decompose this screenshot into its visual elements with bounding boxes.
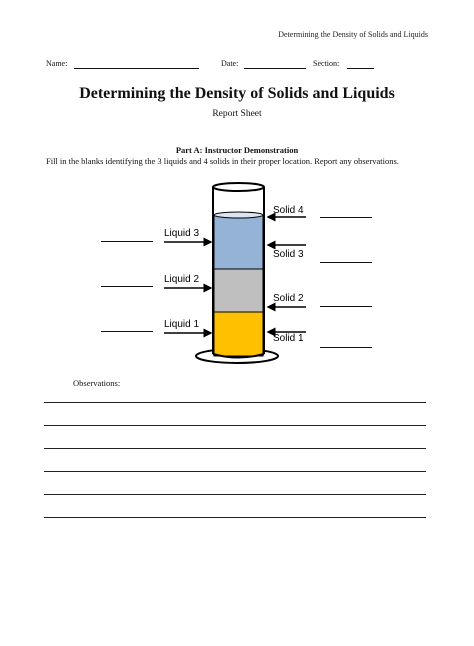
cylinder-rim bbox=[213, 183, 264, 191]
solid-4-label: Solid 4 bbox=[273, 205, 304, 216]
liquid-2-layer bbox=[214, 269, 263, 312]
observation-line[interactable] bbox=[44, 494, 426, 495]
running-head: Determining the Density of Solids and Liquids bbox=[278, 30, 428, 39]
page-subtitle: Report Sheet bbox=[212, 109, 262, 119]
name-label: Name: bbox=[46, 59, 68, 68]
observation-line[interactable] bbox=[44, 402, 426, 403]
solid-3-blank[interactable] bbox=[320, 262, 372, 263]
liquid-3-layer bbox=[214, 215, 263, 269]
date-label: Date: bbox=[221, 59, 239, 68]
observation-line[interactable] bbox=[44, 425, 426, 426]
observation-line[interactable] bbox=[44, 517, 426, 518]
liquid-3-label: Liquid 3 bbox=[164, 228, 200, 239]
section-label: Section: bbox=[313, 59, 340, 68]
solid-2-blank[interactable] bbox=[320, 306, 372, 307]
observation-line[interactable] bbox=[44, 448, 426, 449]
liquid-3-surface bbox=[214, 212, 263, 218]
solid-1-blank[interactable] bbox=[320, 347, 372, 348]
liquid-1-blank[interactable] bbox=[101, 331, 153, 332]
solid-3-label: Solid 3 bbox=[273, 249, 304, 260]
liquid-2-blank[interactable] bbox=[101, 286, 153, 287]
solid-1-label: Solid 1 bbox=[273, 333, 304, 344]
observation-line[interactable] bbox=[44, 471, 426, 472]
page-title: Determining the Density of Solids and Liquids bbox=[79, 85, 395, 102]
part-a-instructions: Fill in the blanks identifying the 3 liquids and 4 solids in their proper location. Report any observations. bbox=[46, 156, 399, 166]
liquid-2-label: Liquid 2 bbox=[164, 274, 200, 285]
liquid-1-label: Liquid 1 bbox=[164, 319, 200, 330]
liquid-3-blank[interactable] bbox=[101, 241, 153, 242]
part-a-heading: Part A: Instructor Demonstration bbox=[175, 145, 299, 155]
liquid-1-layer bbox=[214, 312, 263, 356]
observations-label: Observations: bbox=[73, 378, 121, 388]
solid-2-label: Solid 2 bbox=[273, 293, 304, 304]
solid-4-blank[interactable] bbox=[320, 217, 372, 218]
